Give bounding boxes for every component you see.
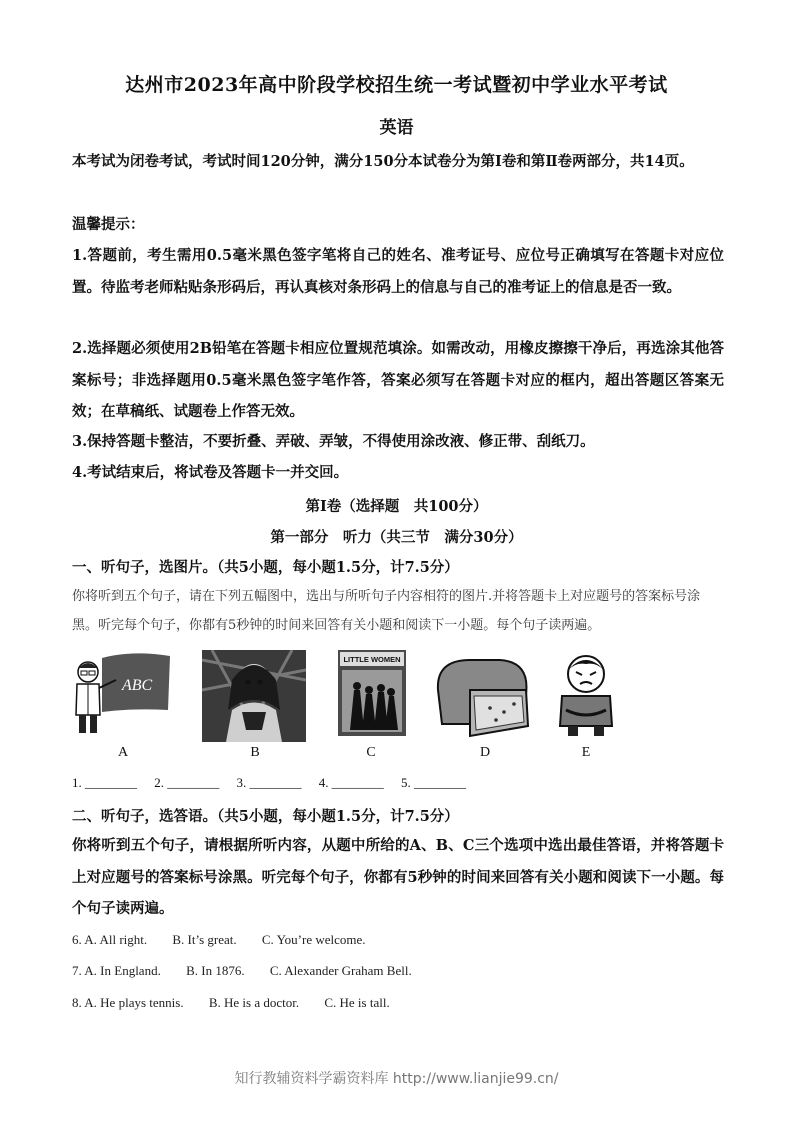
q7-option-a[interactable]: 7. A. In England. xyxy=(72,963,161,978)
answer-blank-1[interactable]: 1. ________ xyxy=(72,775,137,790)
q7-option-b[interactable]: B. In 1876. xyxy=(186,963,245,978)
picture-c-label: C xyxy=(366,745,376,760)
answer-blank-5[interactable]: 5. ________ xyxy=(401,775,466,790)
board-text: ABC xyxy=(122,677,153,694)
book-title: LITTLE WOMEN xyxy=(343,655,401,664)
picture-e-label: E xyxy=(581,745,591,760)
picture-d-bread-icon xyxy=(430,650,534,740)
volume1-heading: 第Ⅰ卷（选择题 共100分） xyxy=(305,498,488,515)
question-8 xyxy=(72,995,412,1011)
picture-a-label: A xyxy=(117,745,129,760)
q8-option-c[interactable]: C. He is tall. xyxy=(324,995,390,1010)
section2-instructions: 你将听到五个句子，请根据所听内容，从题中所给的A、B、C三个选项中选出最佳答语，并将答题卡上对应题号的答案标号涂黑。听完每个句子，你都有5秒钟的时间来回答有关小题和阅读下一小题。每个句子读两遍。 xyxy=(72,837,724,917)
picture-b-label: B xyxy=(250,745,260,760)
exam-subject: 英语 xyxy=(379,118,414,138)
q8-option-b[interactable]: B. He is a doctor. xyxy=(208,995,300,1010)
tip-item-4: 4.考试结束后，将试卷及答题卡一并交回。 xyxy=(72,464,349,481)
question-6 xyxy=(72,932,388,948)
intro-paragraph: 本考试为闭卷考试，考试时间120分钟，满分150分本试卷分为第Ⅰ卷和第Ⅱ卷两部分，共14页。 xyxy=(72,153,694,170)
picture-b-character-icon xyxy=(202,650,306,742)
picture-d-label: D xyxy=(479,745,491,760)
footer-watermark: 知行教辅资料学霸资料库 http://www.lianjie99.cn/ xyxy=(234,1071,559,1087)
section1-heading: 一、听句子，选图片。（共5小题，每小题1.5分，计7.5分） xyxy=(72,559,459,576)
picture-c-book-icon xyxy=(338,650,406,736)
answer-blank-2[interactable]: 2. ________ xyxy=(154,775,220,790)
section2-heading: 二、听句子，选答语。（共5小题，每小题1.5分，计7.5分） xyxy=(72,808,459,825)
q6-option-b[interactable]: B. It’s great. xyxy=(172,932,237,947)
tips-heading: 温馨提示： xyxy=(72,216,145,233)
exam-title: 达州市2023年高中阶段学校招生统一考试暨初中学业水平考试 xyxy=(125,74,668,96)
q6-option-a[interactable]: 6. A. All right. xyxy=(72,932,148,947)
tip-item-1: 1.答题前，考生需用0.5毫米黑色签字笔将自己的姓名、准考证号、应位号正确填写在答题卡对应位置。待监考老师粘贴条形码后，再认真核对条形码上的信息与自己的准考证上的信息是否一致。 xyxy=(72,247,724,296)
answer-blanks xyxy=(72,775,480,791)
q8-option-a[interactable]: 8. A. He plays tennis. xyxy=(72,995,184,1010)
part1-heading: 第一部分 听力（共三节 满分30分） xyxy=(270,529,523,546)
answer-blank-3[interactable]: 3. ________ xyxy=(236,775,302,790)
section1-instructions: 你将听到五个句子，请在下列五幅图中，选出与所听句子内容相符的图片.并将答题卡上对应题号的答案标号涂黑。听完每个句子，你都有5秒钟的时间来回答有关小题和阅读下一小题。每个句子读两遍。 xyxy=(72,589,701,633)
tip-item-2: 2.选择题必须使用2B铅笔在答题卡相应位置规范填涂。如需改动，用橡皮擦擦干净后，再选涂其他答案标号；非选择题用0.5毫米黑色签字笔作答，答案必须写在答题卡对应的框内，超出答题区答案无效；在草稿纸、试题卷上作答无效。 xyxy=(72,340,724,420)
q7-option-c[interactable]: C. Alexander Graham Bell. xyxy=(269,963,412,978)
picture-a-teacher-icon xyxy=(72,650,172,735)
q6-option-c[interactable]: C. You’re welcome. xyxy=(261,932,366,947)
tip-item-3: 3.保持答题卡整洁，不要折叠、弄破、弄皱，不得使用涂改液、修正带、刮纸刀。 xyxy=(72,433,595,450)
question-7 xyxy=(72,963,434,979)
picture-e-sick-boy-icon xyxy=(546,650,626,738)
answer-blank-4[interactable]: 4. ________ xyxy=(318,775,384,790)
